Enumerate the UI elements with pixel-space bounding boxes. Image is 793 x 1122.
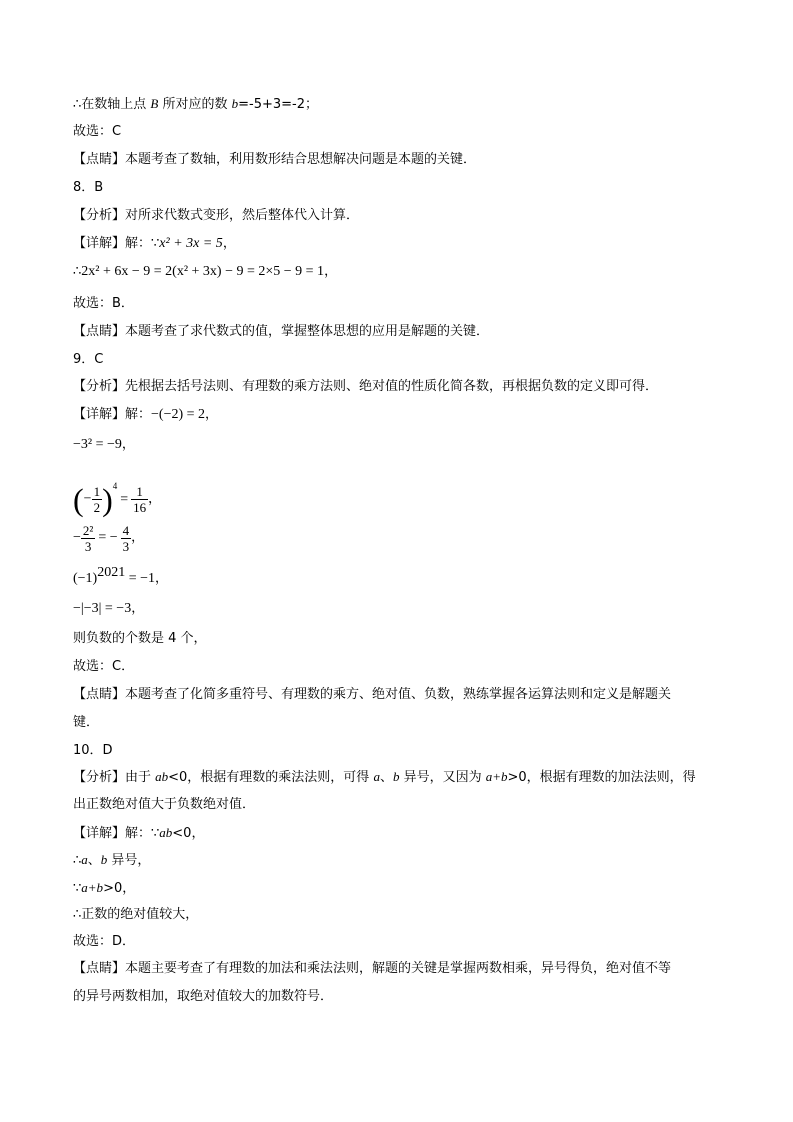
answer-line: 故选：C [73, 124, 122, 139]
comment-line: 【点睛】本题考查了求代数式的值，掌握整体思想的应用是解题的关键． [73, 324, 490, 339]
math-line: −3² = −9， [73, 437, 135, 452]
math-expression: −(−2) = 2 [151, 407, 206, 422]
analysis-line: 【分析】先根据去括号法则、有理数的乘方法则、绝对值的性质化简各数，再根据负数的定义即可得． [73, 379, 659, 394]
fraction: $\frac{4}{3}$ [122, 522, 130, 554]
question-number-9: 9．C [73, 352, 104, 367]
comment-line: 【点睛】本题考查了数轴，利用数形结合思想解决问题是本题的关键． [73, 152, 477, 167]
question-number-10: 10．D [73, 743, 113, 758]
solution-line: 【详解】解：∵ab<0， [73, 825, 205, 841]
solution-line: 【详解】解：∵x² + 3x = 5， [73, 236, 236, 251]
math-expression: x² + 3x = 5 [159, 236, 223, 251]
math-line: −|−3| = −3， [73, 601, 145, 616]
solution-line: ∴2x² + 6x − 9 = 2(x² + 3x) − 9 = 2×5 − 9 = 1， [73, 264, 338, 279]
text-line: 则负数的个数是 4 个， [73, 631, 207, 646]
comment-line: 【点睛】本题考查了化简多重符号、有理数的乘方、绝对值、负数，熟练掌握各运算法则和定义是解题关 [73, 687, 672, 702]
fraction: $\frac{1}{16}$ [133, 484, 147, 515]
analysis-line: 【分析】由于 ab<0，根据有理数的乘法法则，可得 a、b 异号，又因为 a+b>0，根据有理数的加法法则，得 [73, 769, 696, 785]
solution-line: ∵a+b>0， [73, 880, 136, 896]
solution-line: ∴a、b 异号， [73, 852, 151, 868]
fraction: $\frac{\text{2²}}{3}$ [82, 522, 94, 554]
math-line-fraction-power: (− $\frac{1}{2}$ )$^4$= $\frac{1}{16}$ ， [73, 481, 162, 518]
solution-line: ∴正数的绝对值较大， [73, 907, 199, 922]
comment-line: 【点睛】本题主要考查了有理数的加法和乘法法则，解题的关键是掌握两数相乘，异号得负，绝对值不等 [73, 961, 672, 976]
question-number-8: 8．B [73, 180, 104, 195]
math-expression: −|−3| = −3 [73, 601, 132, 616]
analysis-line: 【分析】对所求代数式变形，然后整体代入计算． [73, 208, 360, 223]
answer-line: 故选：D． [73, 934, 136, 949]
fraction: $\frac{1}{2}$ [93, 484, 101, 515]
solution-line: 【详解】解：−(−2) = 2， [73, 407, 219, 422]
math-line: $(-1)^{2021} = -1$， [73, 565, 169, 586]
answer-line: 故选：B． [73, 296, 134, 311]
text-line-point-b: ∴在数轴上点 B 所对应的数 b=-5+3=-2； [73, 96, 318, 112]
answer-line: 故选：C． [73, 659, 135, 674]
math-line-fraction: − $\frac{\text{2²}}{3}$ = − $\frac{4}{3}$ ， [73, 522, 145, 554]
analysis-line-continued: 出正数绝对值大于负数绝对值． [73, 797, 256, 812]
math-expression: −3² = −9 [73, 437, 122, 452]
math-expression: 2x² + 6x − 9 = 2(x² + 3x) − 9 = 2×5 − 9 = 1 [81, 264, 325, 279]
comment-line-continued: 的异号两数相加，取绝对值较大的加数符号． [73, 989, 334, 1004]
comment-line-continued: 键． [73, 715, 100, 730]
